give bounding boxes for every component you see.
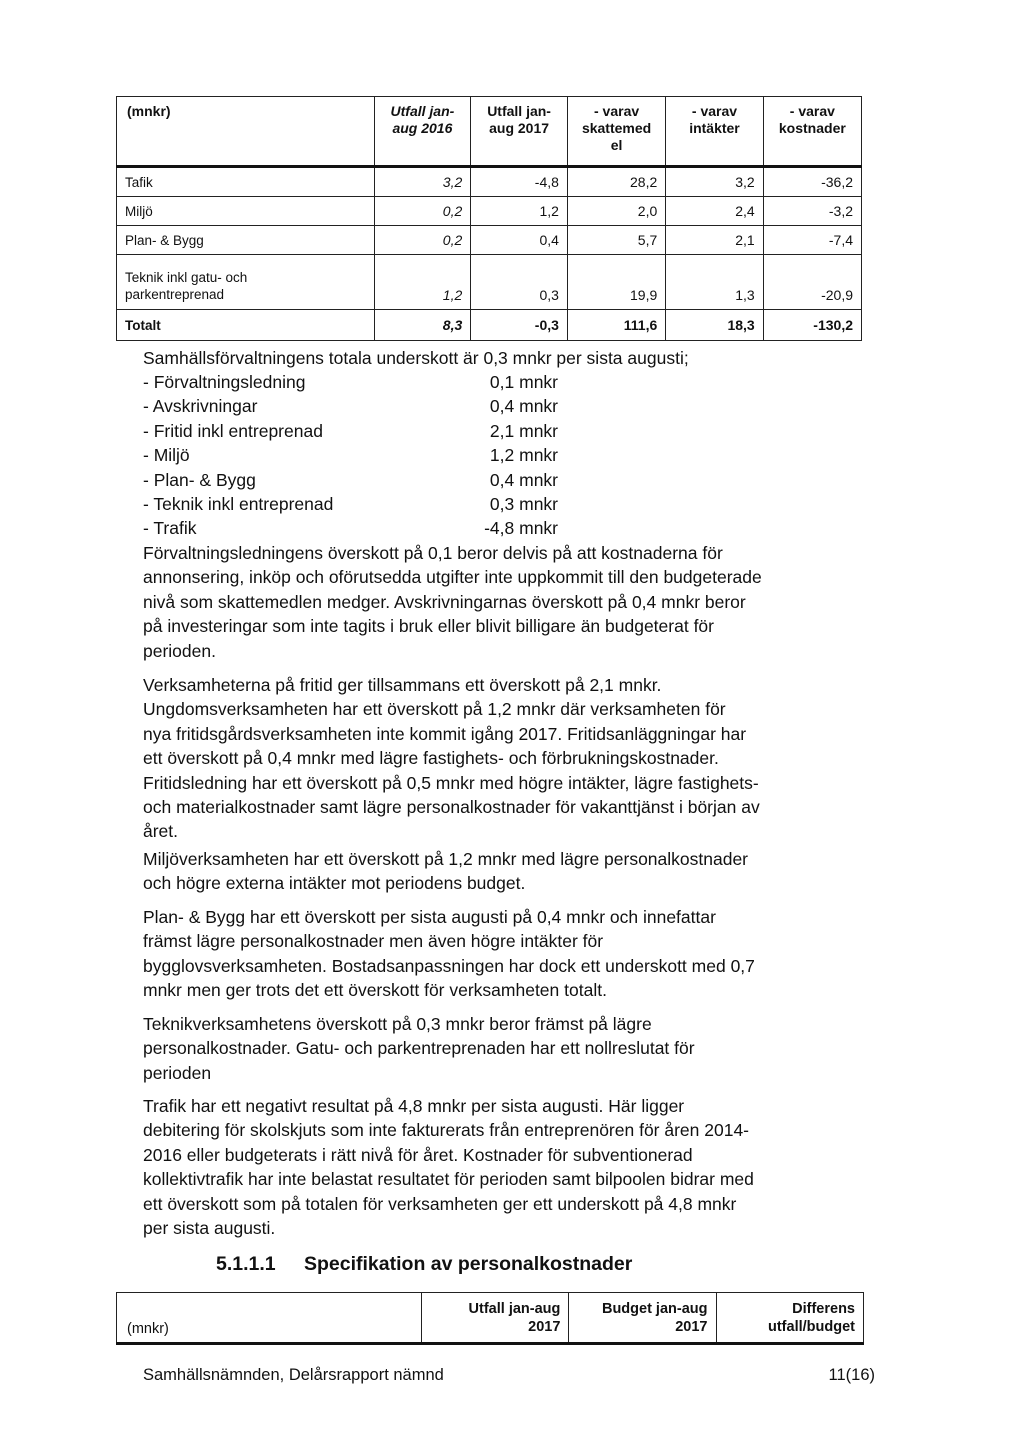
header-utfall-2016: Utfall jan- aug 2016 xyxy=(374,97,471,167)
cell: 2,0 xyxy=(567,197,665,226)
row-label: Plan- & Bygg xyxy=(117,226,375,255)
table-row xyxy=(117,197,862,226)
header-utfall-2017: Utfall jan- aug 2017 xyxy=(471,97,568,167)
section-number: 5.1.1.1 xyxy=(216,1253,276,1275)
cell: -36,2 xyxy=(763,167,861,197)
footer-title: Samhällsnämnden, Delårsrapport nämnd xyxy=(143,1366,444,1384)
cell: -130,2 xyxy=(763,310,861,341)
paragraph-trafik: Trafik har ett negativt resultat på 4,8 mnkr per sista augusti. Här ligger debitering för skolskjuts som inte fakturerats från entreprenören för åren 2014- 2016 eller budgeterats i rätt nivå för året. Kostnader för subventionerad kollektivtrafik har inte belastat resultatet för perioden samt bilpoolen bidrar med ett överskott som på totalen för verksamheten ger ett underskott på 4,8 mnkr per sista augusti. xyxy=(143,1096,754,1239)
cell: 28,2 xyxy=(567,167,665,197)
list-item: - Miljö 1,2 mnkr xyxy=(143,445,558,466)
list-item: - Teknik inkl entreprenad 0,3 mnkr xyxy=(143,493,558,514)
row-label: Miljö xyxy=(117,197,375,226)
cell: -0,3 xyxy=(471,310,568,341)
table-row-total xyxy=(117,310,862,341)
list-item: - Förvaltningsledning 0,1 mnkr xyxy=(143,372,558,392)
cell: -7,4 xyxy=(763,226,861,255)
table-row xyxy=(117,255,862,310)
page-footer xyxy=(143,1366,875,1385)
cell: 19,9 xyxy=(567,255,665,310)
cell: 3,2 xyxy=(374,167,471,197)
cell: 3,2 xyxy=(666,167,763,197)
cell: 2,1 xyxy=(666,226,763,255)
header-utfall: Utfall jan-aug 2017 xyxy=(422,1293,569,1344)
row-label: Tafik xyxy=(117,167,375,197)
cell: 1,2 xyxy=(471,197,568,226)
cell: 0,2 xyxy=(374,226,471,255)
paragraph-teknik: Teknikverksamhetens överskott på 0,3 mnkr beror främst på lägre personalkostnader. Gatu- och parkentreprenaden har ett nollreslutat för perioden xyxy=(143,1014,695,1083)
header-intakter: - varav intäkter xyxy=(666,97,763,167)
header-skattemedel: - varav skattemed el xyxy=(567,97,665,167)
cell: 0,4 xyxy=(471,226,568,255)
paragraph-fritid: Verksamheterna på fritid ger tillsammans ett överskott på 2,1 mnkr. Ungdomsverksamheten har ett överskott på 1,2 mnkr där verksamheten för nya fritidsgårdsverksamheten inte kommit igång 2017. Fritidsanläggningar har ett överskott på 0,4 mnkr med lägre fastighets- och förbrukningskostnader. Fritidsledning har ett överskott på 0,5 mnkr med högre intäkter, lägre fastighets- och materialkostnader samt lägre personalkostnader för vakanttjänst i början av året. xyxy=(143,675,760,842)
deficit-list xyxy=(143,370,558,541)
header-differens: Differens utfall/budget xyxy=(716,1293,864,1344)
cell: 0,3 xyxy=(471,255,568,310)
result-table xyxy=(116,96,862,341)
list-item: - Trafik -4,8 mnkr xyxy=(143,518,558,539)
section-title: Specifikation av personalkostnader xyxy=(304,1253,633,1275)
cell: -4,8 xyxy=(471,167,568,197)
header-kostnader: - varav kostnader xyxy=(763,97,861,167)
cell: 1,2 xyxy=(374,255,471,310)
table-row xyxy=(117,226,862,255)
cell: 111,6 xyxy=(567,310,665,341)
row-label: Teknik inkl gatu- och parkentreprenad xyxy=(117,255,375,310)
header-unit: (mnkr) xyxy=(117,1293,422,1344)
cell: 0,2 xyxy=(374,197,471,226)
list-item: - Fritid inkl entreprenad 2,1 mnkr xyxy=(143,420,558,441)
cell: -20,9 xyxy=(763,255,861,310)
list-item: - Plan- & Bygg 0,4 mnkr xyxy=(143,469,558,490)
list-item: - Avskrivningar 0,4 mnkr xyxy=(143,396,558,417)
cell: -3,2 xyxy=(763,197,861,226)
result-table-header xyxy=(117,97,862,167)
paragraph-plan-bygg: Plan- & Bygg har ett överskott per sista augusti på 0,4 mnkr och innefattar främst lägre personalkostnader men även högre intäkter för bygglovsverksamheten. Bostadsanpassningen har dock ett underskott med 0,7 mnkr men ger trots det ett överskott för verksamheten totalt. xyxy=(143,907,755,1001)
personnel-table-header xyxy=(117,1293,864,1344)
section-heading xyxy=(216,1253,632,1276)
cell: 1,3 xyxy=(666,255,763,310)
cell: 2,4 xyxy=(666,197,763,226)
intro-text: Samhällsförvaltningens totala underskott är 0,3 mnkr per sista augusti; xyxy=(143,348,689,368)
personnel-cost-table xyxy=(116,1292,864,1345)
cell: 18,3 xyxy=(666,310,763,341)
cell: 8,3 xyxy=(374,310,471,341)
cell: 5,7 xyxy=(567,226,665,255)
paragraph-forvaltningsledning: Förvaltningsledningens överskott på 0,1 beror delvis på att kostnaderna för annonsering, inköp och oförutsedda utgifter inte uppkommit till den budgeterade nivå som skattemedlen medger. Avskrivningarnas överskott på 0,4 mnkr beror på investeringar som inte tagits i bruk eller blivit billigare än budgeterat för perioden. xyxy=(143,543,762,661)
header-budget: Budget jan-aug 2017 xyxy=(569,1293,716,1344)
table-row xyxy=(117,167,862,197)
paragraph-miljo: Miljöverksamheten har ett överskott på 1,2 mnkr med lägre personalkostnader och högre externa intäkter mot periodens budget. xyxy=(143,849,749,894)
row-label: Totalt xyxy=(117,310,375,341)
header-unit: (mnkr) xyxy=(117,97,375,167)
page-number: 11(16) xyxy=(828,1366,875,1384)
